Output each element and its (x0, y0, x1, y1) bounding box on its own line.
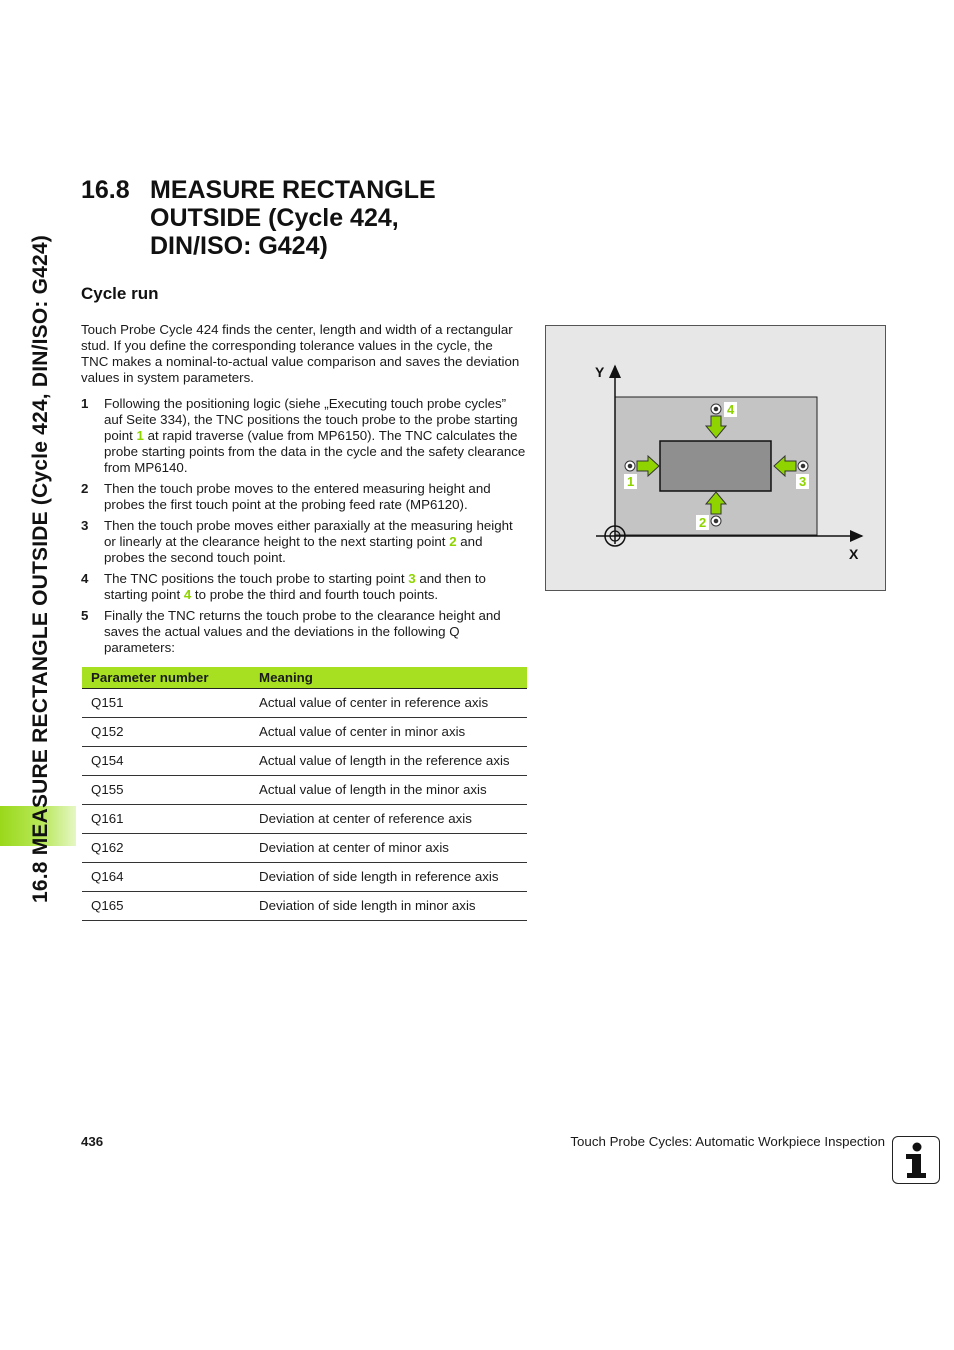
chapter-number: 16.8 (81, 176, 130, 204)
chapter-title: MEASURE RECTANGLE OUTSIDE (Cycle 424, DIN/ISO: G424) (150, 176, 436, 260)
table-row: Q162 Deviation at center of minor axis (82, 834, 527, 863)
probe-diagram (545, 325, 886, 591)
rectangular-stud (660, 441, 771, 491)
point-label-3: 3 (799, 474, 807, 489)
q-parameter-table (82, 667, 527, 921)
footer-title: Touch Probe Cycles: Automatic Workpiece Inspection (570, 1134, 885, 1149)
table-row: Q155 Actual value of length in the minor axis (82, 776, 527, 805)
point-label-4: 4 (727, 402, 735, 417)
y-axis-label: Y (595, 364, 605, 380)
step-item: 3 Then the touch probe moves either paraxially at the measuring height or linearly at the clearance height to the next starting point 2 and probes the second touch point. (81, 518, 513, 565)
probe-diagram-svg (546, 326, 887, 592)
page-number: 436 (81, 1134, 104, 1149)
step-item: 4 The TNC positions the touch probe to starting point 3 and then to starting point 4 to probe the third and fourth touch points. (81, 571, 486, 602)
step-item: 2 Then the touch probe moves to the entered measuring height and probes the first touch point at the probing feed rate (MP6120). (81, 481, 491, 512)
x-axis-label: X (849, 546, 859, 562)
section-heading: Cycle run (81, 284, 159, 303)
point-label-1: 1 (627, 474, 635, 489)
point-label-2: 2 (699, 515, 707, 530)
table-row: Q164 Deviation of side length in reference axis (82, 863, 527, 892)
table-header-row (82, 667, 527, 689)
table-row: Q165 Deviation of side length in minor axis (82, 892, 527, 921)
step-item: 1 Following the positioning logic (siehe „Executing touch probe cycles” auf Seite 334), the TNC positions the touch probe to the probe starting point 1 at rapid traverse (value from MP6150). The TNC calculates the probe starting points from the data in the cycle and the safety clearance from MP6140. (81, 396, 526, 475)
intro-paragraph: Touch Probe Cycle 424 finds the center, length and width of a rectangular stud. If you define the corresponding tolerance values in the cycle, the TNC makes a nominal-to-actual value comparison and saves the deviation values in system parameters. (81, 322, 520, 385)
table-row: Q154 Actual value of length in the reference axis (82, 747, 527, 776)
table-row: Q161 Deviation at center of reference axis (82, 805, 527, 834)
step-item: 5 Finally the TNC returns the touch probe to the clearance height and saves the actual values and the deviations in the following Q parameters: (81, 608, 501, 655)
column-header: Meaning (250, 667, 527, 689)
chapter-heading (81, 176, 436, 260)
table-row: Q152 Actual value of center in minor axis (82, 718, 527, 747)
step-list (81, 396, 526, 661)
info-icon (892, 1136, 940, 1184)
column-header: Parameter number (82, 667, 250, 689)
table-row: Q151 Actual value of center in reference axis (82, 689, 527, 718)
